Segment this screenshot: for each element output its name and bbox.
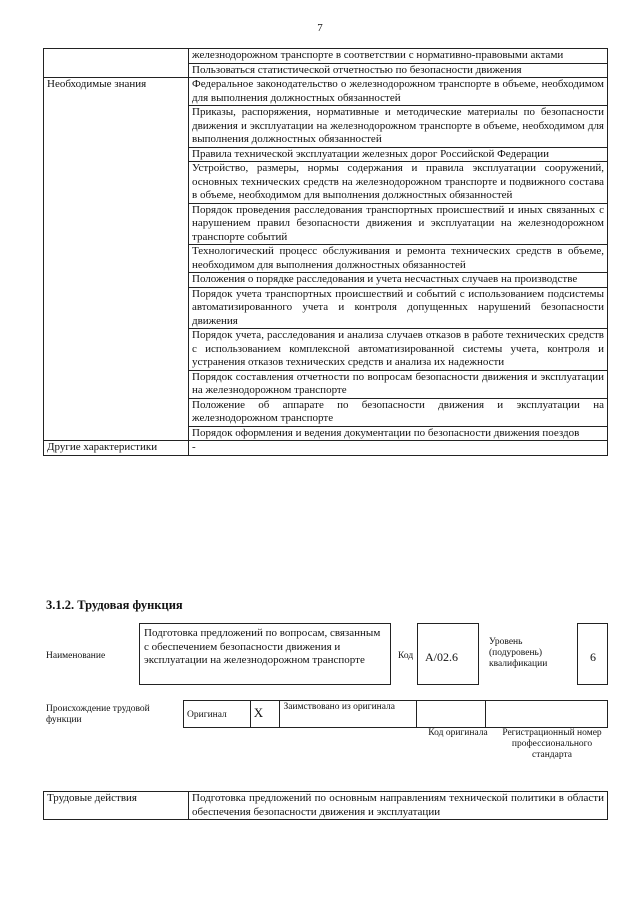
code-label: Код [398,651,414,661]
row-label-empty [44,49,189,78]
table-cell: Положение об аппарате по безопасности движения и эксплуатации на железнодорожном транспорте [189,398,608,426]
original-mark: X [250,701,280,728]
table-cell: Порядок учета транспортных происшествий и событий с использованием подсистемы автоматизированного учета и контроля допущенных нарушений безопасности движения [189,287,608,329]
table-cell: железнодорожном транспорте в соответствии с нормативно-правовыми актами [189,49,608,64]
table-cell: Положения о порядке расследования и учета несчастных случаев на производстве [189,273,608,288]
origin-label: Происхождение трудовой функции [46,704,150,725]
borrowed-label: Заимствовано из оригинала [280,701,417,728]
name-label: Наименование [46,651,106,661]
section-title: 3.1.2. Трудовая функция [46,598,183,612]
table-cell: Технологический процесс обслуживания и ремонта технических средств в объеме, необходимом для выполнения должностных обязанностей [189,245,608,273]
table-cell: Порядок проведения расследования транспортных происшествий и иных связанных с нарушением правил безопасности движения и эксплуатации на железнодорожном транспорте событий [189,203,608,245]
labor-actions-table [43,791,608,820]
skills-knowledge-table [43,48,608,456]
table-cell: Приказы, распоряжения, нормативные и методические материалы по безопасности движения и эксплуатации на железнодорожном транспорте в объеме, необходимом для выполнения должностных обязанностей [189,106,608,148]
original-label: Оригинал [184,701,251,728]
original-code-cell [417,701,486,728]
code-original-caption: Код оригинала [428,728,488,738]
function-name-box: Подготовка предложений по вопросам, связанным с обеспечением безопасности движения и эксплуатации на железнодорожном транспорте [139,623,391,685]
table-cell: Порядок учета, расследования и анализа случаев отказов в работе технических средств с использованием комплексной автоматизированной системы учета, контроля и устранения отказов технических средств и анализа их надежности [189,329,608,371]
table-cell: Порядок оформления и ведения документации по безопасности движения поездов [189,426,608,441]
table-cell: Правила технической эксплуатации железных дорог Российской Федерации [189,147,608,162]
row-label-other: Другие характеристики [44,441,189,456]
table-cell: Устройство, размеры, нормы содержания и правила эксплуатации сооружений, основных технических средств на железнодорожном транспорте и подвижного состава в объеме, необходимом для выполнения должностных обязанностей [189,162,608,204]
actions-label: Трудовые действия [44,792,189,820]
page-number: 7 [317,22,323,34]
origin-table [183,700,608,728]
table-cell: Федеральное законодательство о железнодорожном транспорте в объеме, необходимом для выполнения должностных обязанностей [189,78,608,106]
reg-number-cell [485,701,607,728]
table-cell: Порядок составления отчетности по вопросам безопасности движения и эксплуатации на железнодорожном транспорте [189,370,608,398]
reg-number-caption: Регистрационный номер профессионального стандарта [502,728,602,760]
actions-text: Подготовка предложений по основным направлениям технической политики в области обеспечения безопасности движения и эксплуатации [189,792,608,820]
level-label: Уровень (подуровень) квалификации [489,637,548,669]
table-cell: - [189,441,608,456]
function-code-box: A/02.6 [417,623,479,685]
row-label-knowledge: Необходимые знания [44,78,189,441]
table-cell: Пользоваться статистической отчетностью по безопасности движения [189,63,608,78]
level-value-box: 6 [577,623,608,685]
